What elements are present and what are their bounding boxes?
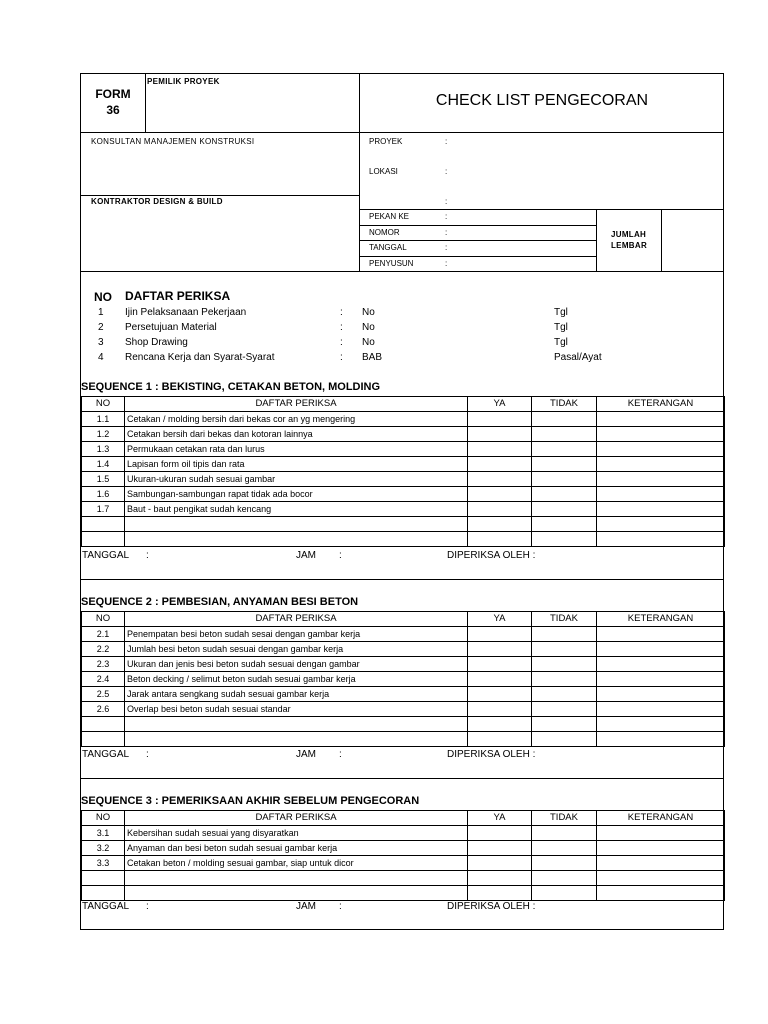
- location-label: LOKASI: [369, 167, 398, 176]
- daftar-item-ref: BAB: [362, 352, 383, 363]
- empty-cell[interactable]: [468, 871, 532, 886]
- remarks-cell[interactable]: [597, 427, 725, 442]
- empty-cell: [82, 871, 125, 886]
- empty-row: [82, 871, 725, 886]
- empty-cell: [125, 717, 468, 732]
- sequence-title: SEQUENCE 1 : BEKISTING, CETAKAN BETON, MOLDING: [81, 381, 381, 393]
- owner-label: PEMILIK PROYEK: [147, 77, 220, 86]
- colon: :: [340, 307, 343, 318]
- item-number: 2.1: [82, 627, 125, 642]
- colon: :: [445, 167, 448, 176]
- daftar-item-ref: No: [362, 337, 375, 348]
- empty-cell[interactable]: [597, 717, 725, 732]
- item-number: 1.5: [82, 472, 125, 487]
- empty-cell: [82, 532, 125, 547]
- table-row: [82, 841, 725, 856]
- project-label: PROYEK: [369, 137, 403, 146]
- remarks-cell[interactable]: [597, 627, 725, 642]
- sequence-table: [81, 810, 725, 901]
- remarks-cell[interactable]: [597, 672, 725, 687]
- yes-checkbox-cell[interactable]: [468, 472, 532, 487]
- signature-date-label: TANGGAL: [82, 749, 130, 760]
- item-text: Jarak antara sengkang sudah sesuai gambar kerja: [125, 687, 468, 702]
- daftar-no-header: NO: [94, 290, 112, 304]
- checklist-form: [80, 73, 724, 930]
- no-checkbox-cell[interactable]: [532, 856, 597, 871]
- no-checkbox-cell[interactable]: [532, 502, 597, 517]
- no-checkbox-cell[interactable]: [532, 826, 597, 841]
- table-row: [82, 642, 725, 657]
- remarks-cell[interactable]: [597, 457, 725, 472]
- empty-cell[interactable]: [597, 517, 725, 532]
- sequence-table: [81, 396, 725, 547]
- table-row: [82, 412, 725, 427]
- item-text: Jumlah besi beton sudah sesuai dengan gambar kerja: [125, 642, 468, 657]
- remarks-cell[interactable]: [597, 642, 725, 657]
- signature-row: [81, 549, 724, 580]
- table-row: [82, 427, 725, 442]
- no-checkbox-cell[interactable]: [532, 687, 597, 702]
- table-row: [82, 487, 725, 502]
- item-number: 2.2: [82, 642, 125, 657]
- sequence-title: SEQUENCE 3 : PEMERIKSAAN AKHIR SEBELUM PENGECORAN: [81, 795, 420, 807]
- yes-checkbox-cell[interactable]: [468, 856, 532, 871]
- empty-cell[interactable]: [532, 732, 597, 747]
- empty-row: [82, 517, 725, 532]
- table-row: [82, 442, 725, 457]
- table-row: [82, 702, 725, 717]
- empty-cell: [82, 517, 125, 532]
- sheets-label: [611, 229, 647, 251]
- empty-cell[interactable]: [597, 732, 725, 747]
- table-row: [82, 672, 725, 687]
- remarks-cell[interactable]: [597, 657, 725, 672]
- yes-checkbox-cell[interactable]: [468, 642, 532, 657]
- table-row: [82, 627, 725, 642]
- yes-checkbox-cell[interactable]: [468, 672, 532, 687]
- yes-checkbox-cell[interactable]: [468, 427, 532, 442]
- form-label: FORM: [95, 87, 131, 101]
- no-checkbox-cell[interactable]: [532, 702, 597, 717]
- yes-checkbox-cell[interactable]: [468, 826, 532, 841]
- item-number: 3.2: [82, 841, 125, 856]
- no-checkbox-cell[interactable]: [532, 841, 597, 856]
- colon: :: [339, 550, 342, 561]
- table-row: [82, 472, 725, 487]
- colon: :: [445, 243, 448, 252]
- table-row: [82, 687, 725, 702]
- sequence-table: [81, 611, 725, 747]
- signature-checked-by-label: DIPERIKSA OLEH :: [447, 901, 536, 912]
- item-text: Cetakan beton / molding sesuai gambar, siap untuk dicor: [125, 856, 468, 871]
- empty-cell: [82, 717, 125, 732]
- colon: :: [445, 197, 448, 206]
- signature-time-label: JAM: [296, 749, 316, 760]
- empty-cell: [125, 886, 468, 901]
- table-row: [82, 502, 725, 517]
- column-header-no: NO: [82, 397, 125, 412]
- form-number: 36: [106, 103, 120, 117]
- page-title: CHECK LIST PENGECORAN: [435, 92, 649, 109]
- remarks-cell[interactable]: [597, 702, 725, 717]
- empty-cell[interactable]: [468, 532, 532, 547]
- column-header-yes: YA: [468, 811, 532, 826]
- item-text: Baut - baut pengikat sudah kencang: [125, 502, 468, 517]
- item-text: Penempatan besi beton sudah sesai dengan gambar kerja: [125, 627, 468, 642]
- item-text: Kebersihan sudah sesuai yang disyaratkan: [125, 826, 468, 841]
- remarks-cell[interactable]: [597, 687, 725, 702]
- colon: :: [146, 550, 149, 561]
- signature-time-label: JAM: [296, 550, 316, 561]
- colon: :: [340, 337, 343, 348]
- remarks-cell[interactable]: [597, 841, 725, 856]
- column-header-remarks: KETERANGAN: [597, 397, 725, 412]
- empty-row: [82, 886, 725, 901]
- signature-row: [81, 900, 724, 930]
- sheets-label-line: LEMBAR: [611, 241, 648, 250]
- no-checkbox-cell[interactable]: [532, 657, 597, 672]
- daftar-item-number: 2: [98, 322, 104, 333]
- daftar-item-number: 1: [98, 307, 104, 318]
- empty-row: [82, 717, 725, 732]
- divider: [81, 132, 724, 133]
- empty-cell[interactable]: [532, 871, 597, 886]
- no-checkbox-cell[interactable]: [532, 487, 597, 502]
- remarks-cell[interactable]: [597, 412, 725, 427]
- column-header-no-answer: TIDAK: [532, 612, 597, 627]
- empty-cell[interactable]: [597, 871, 725, 886]
- colon: :: [146, 901, 149, 912]
- empty-cell[interactable]: [468, 732, 532, 747]
- column-header-item: DAFTAR PERIKSA: [125, 811, 468, 826]
- divider: [145, 74, 146, 132]
- remarks-cell[interactable]: [597, 442, 725, 457]
- colon: :: [340, 322, 343, 333]
- week-label: PEKAN KE: [369, 212, 410, 221]
- empty-cell: [125, 732, 468, 747]
- number-label: NOMOR: [369, 228, 400, 237]
- item-number: 1.6: [82, 487, 125, 502]
- empty-cell[interactable]: [597, 532, 725, 547]
- yes-checkbox-cell[interactable]: [468, 687, 532, 702]
- empty-cell[interactable]: [532, 886, 597, 901]
- daftar-item-extra: Pasal/Ayat: [554, 352, 602, 363]
- no-checkbox-cell[interactable]: [532, 472, 597, 487]
- item-text: Overlap besi beton sudah sesuai standar: [125, 702, 468, 717]
- signature-time-label: JAM: [296, 901, 316, 912]
- column-header-remarks: KETERANGAN: [597, 612, 725, 627]
- empty-row: [82, 532, 725, 547]
- divider: [81, 271, 724, 272]
- item-number: 2.6: [82, 702, 125, 717]
- colon: :: [445, 212, 448, 221]
- empty-cell[interactable]: [532, 532, 597, 547]
- divider: [359, 256, 596, 257]
- consultant-label: KONSULTAN MANAJEMEN KONSTRUKSI: [91, 137, 255, 146]
- table-header-row: [82, 612, 725, 627]
- date-label: TANGGAL: [369, 243, 407, 252]
- table-row: [82, 657, 725, 672]
- no-checkbox-cell[interactable]: [532, 412, 597, 427]
- item-text: Permukaan cetakan rata dan lurus: [125, 442, 468, 457]
- daftar-item-label: Shop Drawing: [125, 337, 188, 348]
- yes-checkbox-cell[interactable]: [468, 502, 532, 517]
- divider: [661, 209, 662, 271]
- colon: :: [146, 749, 149, 760]
- daftar-item-number: 3: [98, 337, 104, 348]
- item-text: Cetakan / molding bersih dari bekas cor an yg mengering: [125, 412, 468, 427]
- item-number: 3.3: [82, 856, 125, 871]
- signature-date-label: TANGGAL: [82, 901, 130, 912]
- sequence-title: SEQUENCE 2 : PEMBESIAN, ANYAMAN BESI BETON: [81, 596, 359, 608]
- item-number: 3.1: [82, 826, 125, 841]
- item-number: 2.4: [82, 672, 125, 687]
- daftar-item-extra: Tgl: [554, 307, 568, 318]
- remarks-cell[interactable]: [597, 502, 725, 517]
- empty-cell: [125, 532, 468, 547]
- table-row: [82, 826, 725, 841]
- empty-row: [82, 732, 725, 747]
- item-text: Beton decking / selimut beton sudah sesuai gambar kerja: [125, 672, 468, 687]
- daftar-item-label: Persetujuan Material: [125, 322, 217, 333]
- daftar-item-ref: No: [362, 307, 375, 318]
- column-header-remarks: KETERANGAN: [597, 811, 725, 826]
- empty-cell: [125, 871, 468, 886]
- divider: [359, 209, 724, 210]
- colon: :: [445, 228, 448, 237]
- divider: [596, 209, 597, 271]
- no-checkbox-cell[interactable]: [532, 672, 597, 687]
- yes-checkbox-cell[interactable]: [468, 657, 532, 672]
- column-header-item: DAFTAR PERIKSA: [125, 397, 468, 412]
- signature-checked-by-label: DIPERIKSA OLEH :: [447, 749, 536, 760]
- column-header-yes: YA: [468, 612, 532, 627]
- item-number: 1.3: [82, 442, 125, 457]
- column-header-no-answer: TIDAK: [532, 811, 597, 826]
- colon: :: [340, 352, 343, 363]
- signature-row: [81, 748, 724, 779]
- empty-cell[interactable]: [468, 717, 532, 732]
- empty-cell[interactable]: [532, 517, 597, 532]
- no-checkbox-cell[interactable]: [532, 427, 597, 442]
- daftar-item-label: Ijin Pelaksanaan Pekerjaan: [125, 307, 247, 318]
- column-header-no: NO: [82, 612, 125, 627]
- item-text: Ukuran dan jenis besi beton sudah sesuai dengan gambar: [125, 657, 468, 672]
- daftar-item-extra: Tgl: [554, 322, 568, 333]
- divider: [81, 195, 359, 196]
- empty-cell: [125, 517, 468, 532]
- table-header-row: [82, 397, 725, 412]
- table-header-row: [82, 811, 725, 826]
- colon: :: [339, 749, 342, 760]
- item-number: 2.3: [82, 657, 125, 672]
- item-text: Ukuran-ukuran sudah sesuai gambar: [125, 472, 468, 487]
- yes-checkbox-cell[interactable]: [468, 442, 532, 457]
- remarks-cell[interactable]: [597, 472, 725, 487]
- colon: :: [339, 901, 342, 912]
- divider: [359, 240, 596, 241]
- no-checkbox-cell[interactable]: [532, 627, 597, 642]
- item-number: 1.4: [82, 457, 125, 472]
- compiler-label: PENYUSUN: [369, 259, 414, 268]
- remarks-cell[interactable]: [597, 826, 725, 841]
- item-number: 1.7: [82, 502, 125, 517]
- yes-checkbox-cell[interactable]: [468, 457, 532, 472]
- remarks-cell[interactable]: [597, 856, 725, 871]
- item-number: 2.5: [82, 687, 125, 702]
- empty-cell[interactable]: [468, 886, 532, 901]
- signature-checked-by-label: DIPERIKSA OLEH :: [447, 550, 536, 561]
- item-number: 1.1: [82, 412, 125, 427]
- column-header-yes: YA: [468, 397, 532, 412]
- signature-date-label: TANGGAL: [82, 550, 130, 561]
- item-number: 1.2: [82, 427, 125, 442]
- table-row: [82, 457, 725, 472]
- no-checkbox-cell[interactable]: [532, 457, 597, 472]
- daftar-item-extra: Tgl: [554, 337, 568, 348]
- daftar-item-number: 4: [98, 352, 104, 363]
- contractor-label: KONTRAKTOR DESIGN & BUILD: [91, 197, 223, 206]
- yes-checkbox-cell[interactable]: [468, 412, 532, 427]
- yes-checkbox-cell[interactable]: [468, 841, 532, 856]
- item-text: Lapisan form oil tipis dan rata: [125, 457, 468, 472]
- daftar-item-label: Rencana Kerja dan Syarat-Syarat: [125, 352, 275, 363]
- item-text: Cetakan bersih dari bekas dan kotoran lainnya: [125, 427, 468, 442]
- daftar-title: DAFTAR PERIKSA: [125, 289, 231, 303]
- empty-cell[interactable]: [468, 517, 532, 532]
- yes-checkbox-cell[interactable]: [468, 487, 532, 502]
- no-checkbox-cell[interactable]: [532, 442, 597, 457]
- divider: [359, 225, 596, 226]
- item-text: Anyaman dan besi beton sudah sesuai gambar kerja: [125, 841, 468, 856]
- colon: :: [445, 137, 448, 146]
- colon: :: [445, 259, 448, 268]
- remarks-cell[interactable]: [597, 487, 725, 502]
- yes-checkbox-cell[interactable]: [468, 702, 532, 717]
- daftar-item-ref: No: [362, 322, 375, 333]
- table-row: [82, 856, 725, 871]
- column-header-no: NO: [82, 811, 125, 826]
- empty-cell: [82, 732, 125, 747]
- sheets-label-line: JUMLAH: [611, 230, 647, 239]
- column-header-no-answer: TIDAK: [532, 397, 597, 412]
- empty-cell: [82, 886, 125, 901]
- yes-checkbox-cell[interactable]: [468, 627, 532, 642]
- empty-cell[interactable]: [597, 886, 725, 901]
- empty-cell[interactable]: [532, 717, 597, 732]
- item-text: Sambungan-sambungan rapat tidak ada bocor: [125, 487, 468, 502]
- column-header-item: DAFTAR PERIKSA: [125, 612, 468, 627]
- no-checkbox-cell[interactable]: [532, 642, 597, 657]
